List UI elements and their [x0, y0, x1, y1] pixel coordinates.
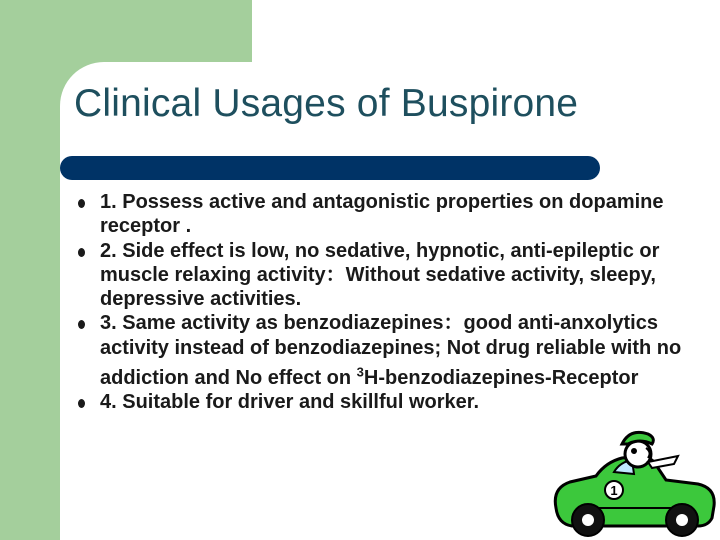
bullet-text-3: [100, 312, 681, 388]
bullet-item-4: [78, 390, 708, 414]
bullet-dot-icon: [78, 320, 85, 329]
bullet-list: [78, 190, 708, 414]
superscript-3: 3: [356, 364, 364, 380]
bullet-dot-icon: [78, 199, 85, 208]
bullet-item-1: [78, 190, 708, 239]
bullet-item-3: [78, 311, 708, 390]
race-car-clipart-icon: [548, 426, 720, 540]
slide-title: Clinical Usages of Buspirone: [74, 82, 579, 125]
bullet-text-1: 1. Possess active and antagonistic properties on dopamine receptor .: [100, 191, 664, 238]
bullet-item-2: [78, 239, 708, 312]
car-number: 1: [610, 483, 618, 498]
bullet-dot-icon: [78, 248, 85, 257]
bullet-text-3-start: 3. Same activity as benzodiazepines：good anti-anxolytics activity instead of benzodiazepines; Not drug reliable with no addiction and No effect on: [100, 312, 682, 389]
bullet-text-3-end: H-benzodiazepines-Receptor: [363, 366, 639, 389]
title-divider-bar: [60, 156, 600, 180]
bullet-dot-icon: [78, 399, 85, 408]
bullet-text-4: 4. Suitable for driver and skillful worker.: [100, 391, 480, 414]
bullet-text-2: 2. Side effect is low, no sedative, hypnotic, anti-epileptic or muscle relaxing activity：Without sedative activity, sleepy, depressive activities.: [100, 239, 660, 311]
